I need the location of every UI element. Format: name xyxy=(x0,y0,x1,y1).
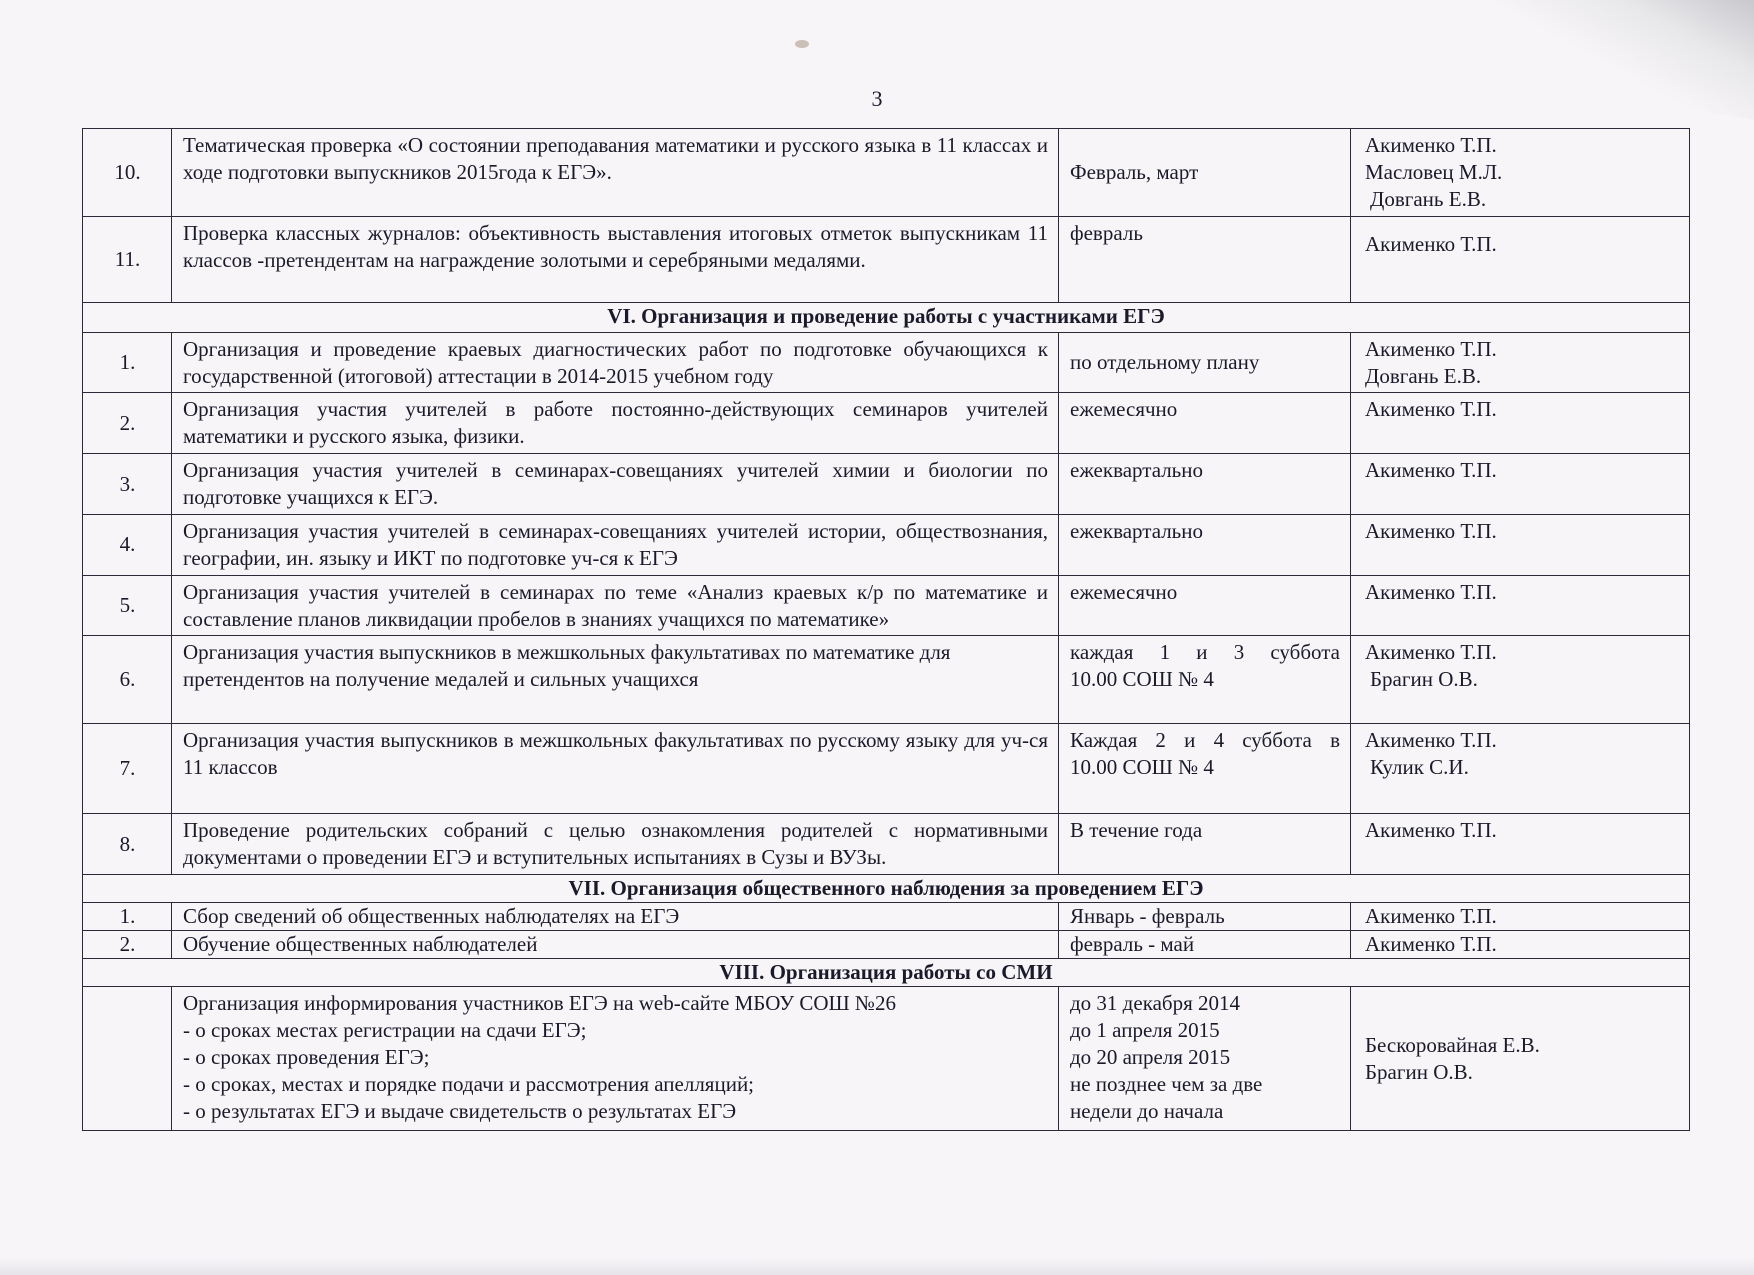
description-line: Организация информирования участников ЕГЭ на web-сайте МБОУ СОШ №26 xyxy=(183,991,896,1016)
row-description: Организация участия учителей в семинарах по теме «Анализ краевых к/р по математике и составление планов ликвидации пробелов в знаниях учащихся по математике» xyxy=(172,575,1059,636)
section-header-row xyxy=(83,875,1690,903)
table-row xyxy=(83,393,1690,454)
term-line: до 20 апреля 2015 xyxy=(1070,1044,1231,1069)
table-row xyxy=(83,514,1690,575)
description-line: - о сроках проведения ЕГЭ; xyxy=(183,1044,430,1069)
row-term xyxy=(1059,903,1351,931)
term-line: Каждая 2 и 4 суббота в xyxy=(1070,728,1340,753)
description-line: - о результатах ЕГЭ и выдаче свидетельств о результатах ЕГЭ xyxy=(183,1098,737,1123)
section-header-row xyxy=(83,959,1690,987)
term-line: ежеквартально xyxy=(1070,458,1203,483)
table-row xyxy=(83,332,1690,393)
responsible-line: Довгань Е.В. xyxy=(1365,363,1482,388)
row-description: Сбор сведений об общественных наблюдателях на ЕГЭ xyxy=(172,903,1059,931)
scan-speck xyxy=(795,40,809,48)
row-term xyxy=(1059,332,1351,393)
row-responsible xyxy=(1351,129,1690,217)
row-term xyxy=(1059,393,1351,454)
row-description: Организация участия учителей в работе постоянно-действующих семинаров учителей математики и русского языка, физики. xyxy=(172,393,1059,454)
row-description: Организация участия учителей в семинарах-совещаниях учителей химии и биологии по подготовке учащихся к ЕГЭ. xyxy=(172,454,1059,515)
responsible-line: Акименко Т.П. xyxy=(1365,518,1497,543)
row-responsible xyxy=(1351,931,1690,959)
term-line: недели до начала xyxy=(1070,1098,1224,1123)
responsible-line: Акименко Т.П. xyxy=(1365,397,1497,422)
section-title: VI. Организация и проведение работы с участниками ЕГЭ xyxy=(83,302,1690,332)
row-responsible xyxy=(1351,332,1690,393)
row-number: 3. xyxy=(83,454,172,515)
row-responsible xyxy=(1351,903,1690,931)
row-term xyxy=(1059,814,1351,875)
row-responsible xyxy=(1351,724,1690,814)
row-responsible xyxy=(1351,636,1690,724)
description-line: - о сроках местах регистрации на сдачи ЕГЭ; xyxy=(183,1018,587,1042)
term-line: ежеквартально xyxy=(1070,518,1203,543)
row-term xyxy=(1059,129,1351,217)
term-line: до 1 апреля 2015 xyxy=(1070,1018,1220,1042)
row-term xyxy=(1059,216,1351,302)
table-row xyxy=(83,987,1690,1131)
row-term xyxy=(1059,636,1351,724)
row-description: Проверка классных журналов: объективность выставления итоговых отметок выпускникам 11 классов -претендентам на награждение золотыми и серебряными медалями. xyxy=(172,216,1059,302)
responsible-line: Акименко Т.П. xyxy=(1365,728,1497,753)
table-row xyxy=(83,931,1690,959)
responsible-line: Бескоровайная Е.В. xyxy=(1365,1032,1540,1057)
page-number: 3 xyxy=(871,86,883,111)
row-term xyxy=(1059,454,1351,515)
row-number: 6. xyxy=(83,636,172,724)
term-line: 10.00 СОШ № 4 xyxy=(1070,755,1214,780)
term-line: по отдельному плану xyxy=(1070,350,1260,375)
table-row xyxy=(83,575,1690,636)
term-line: Февраль, март xyxy=(1070,159,1199,184)
row-responsible xyxy=(1351,216,1690,302)
row-description: Организация участия выпускников в межшкольных факультативах по русскому языку для уч-ся 11 классов xyxy=(172,724,1059,814)
row-number xyxy=(83,987,172,1131)
responsible-line: Акименко Т.П. xyxy=(1365,640,1497,665)
table-row xyxy=(83,216,1690,302)
responsible-line: Довгань Е.В. xyxy=(1370,186,1487,211)
responsible-line: Акименко Т.П. xyxy=(1365,818,1497,843)
table-row xyxy=(83,454,1690,515)
term-line: не позднее чем за две xyxy=(1070,1071,1263,1096)
term-line: до 31 декабря 2014 xyxy=(1070,991,1240,1016)
responsible-line: Масловец М.Л. xyxy=(1365,159,1503,184)
table-row xyxy=(83,903,1690,931)
row-number: 4. xyxy=(83,514,172,575)
section-title: VIII. Организация работы со СМИ xyxy=(83,959,1690,987)
row-responsible xyxy=(1351,575,1690,636)
responsible-line: Кулик С.И. xyxy=(1370,755,1469,780)
term-line: 10.00 СОШ № 4 xyxy=(1070,667,1214,692)
description-line: - о сроках, местах и порядке подачи и рассмотрения апелляций; xyxy=(183,1071,755,1096)
term-line: ежемесячно xyxy=(1070,397,1178,422)
table-row xyxy=(83,724,1690,814)
table-row xyxy=(83,814,1690,875)
row-term xyxy=(1059,931,1351,959)
responsible-line: Акименко Т.П. xyxy=(1365,133,1497,157)
row-description: Организация и проведение краевых диагностических работ по подготовке обучающихся к государственной (итоговой) аттестации в 2014-2015 учебном году xyxy=(172,332,1059,393)
row-number: 2. xyxy=(83,931,172,959)
row-term xyxy=(1059,575,1351,636)
responsible-line: Акименко Т.П. xyxy=(1365,336,1497,361)
term-line: Январь - февраль xyxy=(1070,904,1225,929)
term-line: каждая 1 и 3 суббота xyxy=(1070,640,1340,665)
row-description: Организация участия учителей в семинарах-совещаниях учителей истории, обществознания, географии, ин. языку и ИКТ по подготовке уч-ся к ЕГЭ xyxy=(172,514,1059,575)
row-number: 2. xyxy=(83,393,172,454)
row-description xyxy=(172,987,1059,1131)
row-number: 1. xyxy=(83,903,172,931)
row-responsible xyxy=(1351,454,1690,515)
row-responsible xyxy=(1351,814,1690,875)
row-number: 8. xyxy=(83,814,172,875)
row-description: Организация участия выпускников в межшкольных факультативах по математике для претендентов на получение медалей и сильных учащихся xyxy=(172,636,1059,724)
row-description: Проведение родительских собраний с целью ознакомления родителей с нормативными документами о проведении ЕГЭ и вступительных испытаниях в Сузы и ВУЗы. xyxy=(172,814,1059,875)
term-line: ежемесячно xyxy=(1070,579,1178,604)
responsible-line: Акименко Т.П. xyxy=(1365,458,1497,483)
term-line: В течение года xyxy=(1070,818,1203,843)
section-header-row xyxy=(83,302,1690,332)
scan-bottom-edge xyxy=(0,1257,1754,1275)
row-number: 11. xyxy=(83,216,172,302)
row-number: 1. xyxy=(83,332,172,393)
responsible-line: Акименко Т.П. xyxy=(1365,904,1497,929)
row-term xyxy=(1059,514,1351,575)
responsible-line: Акименко Т.П. xyxy=(1365,231,1497,256)
row-description: Обучение общественных наблюдателей xyxy=(172,931,1059,959)
row-responsible xyxy=(1351,514,1690,575)
row-number: 7. xyxy=(83,724,172,814)
row-responsible xyxy=(1351,393,1690,454)
row-number: 10. xyxy=(83,129,172,217)
responsible-line: Акименко Т.П. xyxy=(1365,579,1497,604)
section-title: VII. Организация общественного наблюдения за проведением ЕГЭ xyxy=(83,875,1690,903)
row-term xyxy=(1059,724,1351,814)
row-number: 5. xyxy=(83,575,172,636)
row-term xyxy=(1059,987,1351,1131)
table-row xyxy=(83,129,1690,217)
responsible-line: Брагин О.В. xyxy=(1365,1059,1473,1084)
row-description: Тематическая проверка «О состоянии преподавания математики и русского языка в 11 классах и ходе подготовки выпускников 2015года к ЕГЭ». xyxy=(172,129,1059,217)
responsible-line: Акименко Т.П. xyxy=(1365,932,1497,957)
term-line: февраль - май xyxy=(1070,932,1195,957)
responsible-line: Брагин О.В. xyxy=(1370,667,1478,692)
plan-table-body xyxy=(83,129,1690,1131)
term-line: февраль xyxy=(1070,220,1143,245)
table-row xyxy=(83,636,1690,724)
plan-table xyxy=(82,128,1690,1131)
row-responsible xyxy=(1351,987,1690,1131)
